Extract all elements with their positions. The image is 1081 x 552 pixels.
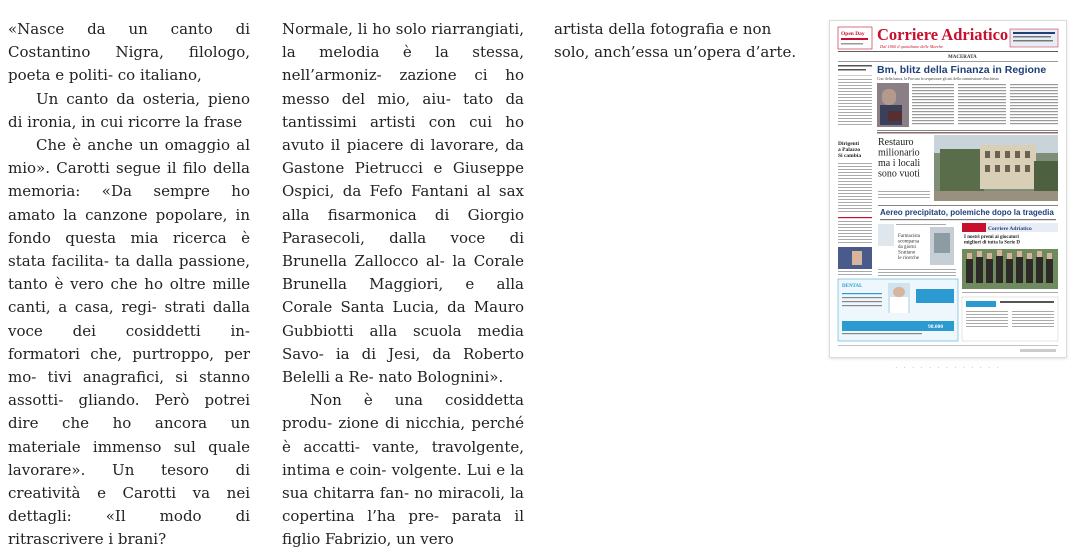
pharmacy-headline: Farmacista scomparsa da giorni Scattano le ricerche bbox=[898, 234, 920, 261]
edition-name: MACERATA bbox=[948, 55, 977, 60]
masthead-tagline: Dal 1860 il quotidiano delle Marche bbox=[880, 44, 943, 49]
article-column-3 bbox=[554, 18, 802, 64]
masthead: Corriere Adriatico bbox=[877, 25, 1009, 44]
paragraph: Che è anche un omaggio al mio». Carotti segue il filo della memoria: «Da sempre ho amato la canzone popolare, in fondo questa mia ricerca è stata facilita- ta dalla passione, tanto è vero che ho oltre mille canti, a casa, regi- strati dalla voce dei cosiddetti in- formatori che, purtroppo, per mo- tivi anagrafici, si stanno assotti- gliando. Però potrei dire che ho ancora un materiale immenso sul quale lavorare». Un tesoro di creatività e Carotti va nei dettagli: «Il modo di ritrascrivere i brani? bbox=[8, 136, 250, 549]
side-story-headline: Dirigenti a Palazzo Si cambia bbox=[838, 141, 862, 159]
sport-headline: I nostri premi ai giocatori migliori di tutta la Serie D bbox=[964, 235, 1020, 246]
newspaper-front-page-thumbnail[interactable] bbox=[829, 20, 1067, 358]
badge-text: Open Day bbox=[841, 31, 865, 37]
paragraph: Non è una cosiddetta produ- zione di nicchia, perché è accatti- vante, travolgente, intima e coin- volgente. Lui e la sua chitarra fan- no miracoli, la copertina l’ha pre- parata il figlio Fabrizio, un vero bbox=[282, 391, 524, 549]
paragraph: Normale, li ho solo riarrangiati, la melodia è la stessa, nell’armoniz- zazione ci ho messo del mio, aiu- tato da tantissimi artisti con cui ho avuto il piacere di lavorare, da Gastone Pietrucci e Giuseppe Ospici, da Fefo Fantani al sax alla fisarmonica di Giorgio Parasecoli, dalla voce di Brunella Zallocco al- la Corale Brunella Maggiori, e alla Corale Santa Lucia, da Mauro Gubbiotti alla scuola media Savo- ia di Jesi, da Roberto Belelli a Re- nato Bolognini». bbox=[282, 20, 524, 387]
main-subhead: Crac della banca, la Procura fa sequestrare gli atti della commissione d'inchiesta bbox=[877, 77, 999, 81]
ad-price: 98.000 bbox=[928, 324, 944, 330]
restoration-headline: Restauro milionario ma i locali sono vuoti bbox=[878, 137, 921, 180]
main-headline: Bm, blitz della Finanza in Regione bbox=[877, 64, 1047, 76]
paragraph: artista della fotografia e non solo, anch’essa un’opera d’arte. bbox=[554, 20, 797, 62]
plane-headline: Aereo precipitato, polemiche dopo la tragedia bbox=[880, 208, 1054, 217]
paragraph: Un canto da osteria, pieno di ironia, in cui ricorre la frase bbox=[8, 89, 250, 131]
sport-section-masthead: Corriere Adriatico bbox=[988, 226, 1032, 232]
article-column-1 bbox=[8, 18, 250, 552]
article-column-2 bbox=[282, 18, 524, 552]
paragraph: «Nasce da un canto di Costantino Nigra, filologo, poeta e politi- co italiano, bbox=[8, 20, 250, 85]
thumbnail-caption: · · · · · · · · · · · · · bbox=[895, 364, 1001, 372]
ad-brand: DENTAL bbox=[842, 284, 863, 289]
